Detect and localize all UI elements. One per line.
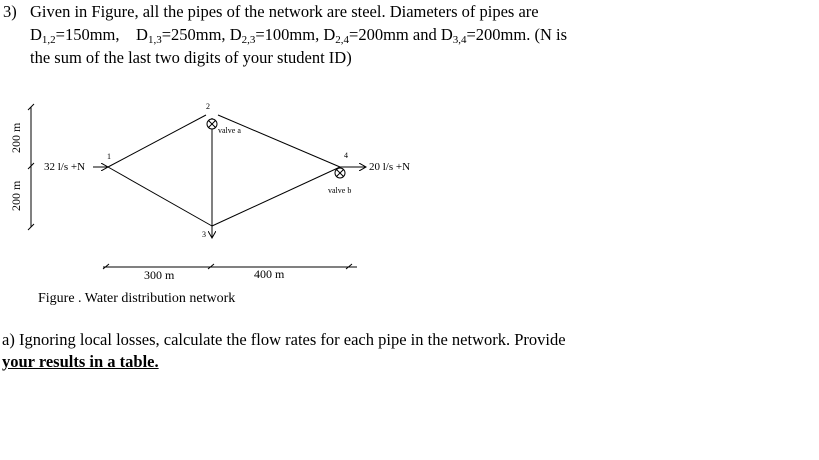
pipe-1-2 [108, 115, 206, 167]
dim-left-top: 200 m [9, 122, 23, 153]
dim-bottom-right: 400 m [254, 267, 285, 281]
pipe-2-4 [218, 115, 340, 167]
node-2-label: 2 [206, 102, 210, 111]
valve-b-label: valve b [328, 186, 352, 195]
valve-b-icon [335, 168, 345, 178]
node-4-label: 4 [344, 151, 348, 160]
node-1-label: 1 [107, 152, 111, 161]
bottom-dimension-line [103, 264, 357, 269]
question-line-1: Given in Figure, all the pipes of the network are steel. Diameters of pipes are [30, 2, 539, 21]
left-dimension-line [28, 104, 34, 230]
outflow-label: 20 l/s +N [369, 161, 411, 173]
dim-bottom-left: 300 m [144, 268, 175, 282]
d24: $D_{2,4}=200mm$ and [323, 25, 437, 46]
pipe-1-3 [108, 167, 212, 226]
node-3-label: 3 [202, 230, 206, 239]
valve-a-icon [207, 119, 217, 129]
part-a-line-1: a) Ignoring local losses, calculate the flow rates for each pipe in the network. Provide [2, 330, 566, 349]
valve-a-label: valve a [218, 126, 241, 135]
question-line-3: the sum of the last two digits of your student ID) [30, 48, 352, 67]
d23: $D_{2,3}=100mm$, [229, 25, 320, 46]
question-number: 3) [3, 2, 17, 21]
inflow-label: 32 l/s +N [44, 161, 86, 173]
diameters-line [30, 25, 567, 50]
figure-caption: Figure . Water distribution network [38, 291, 236, 306]
pipe-3-4 [212, 167, 340, 226]
d34: $D_{3,4}=200mm$. (N is [440, 25, 568, 46]
water-network-diagram [0, 95, 819, 290]
d13: $D_{1,3}=250mm$, [136, 25, 226, 46]
part-a-line-2: your results in a table. [2, 352, 159, 371]
dim-left-bottom: 200 m [9, 180, 23, 211]
d12: $D_{1,2}=150mm$, [30, 25, 120, 46]
